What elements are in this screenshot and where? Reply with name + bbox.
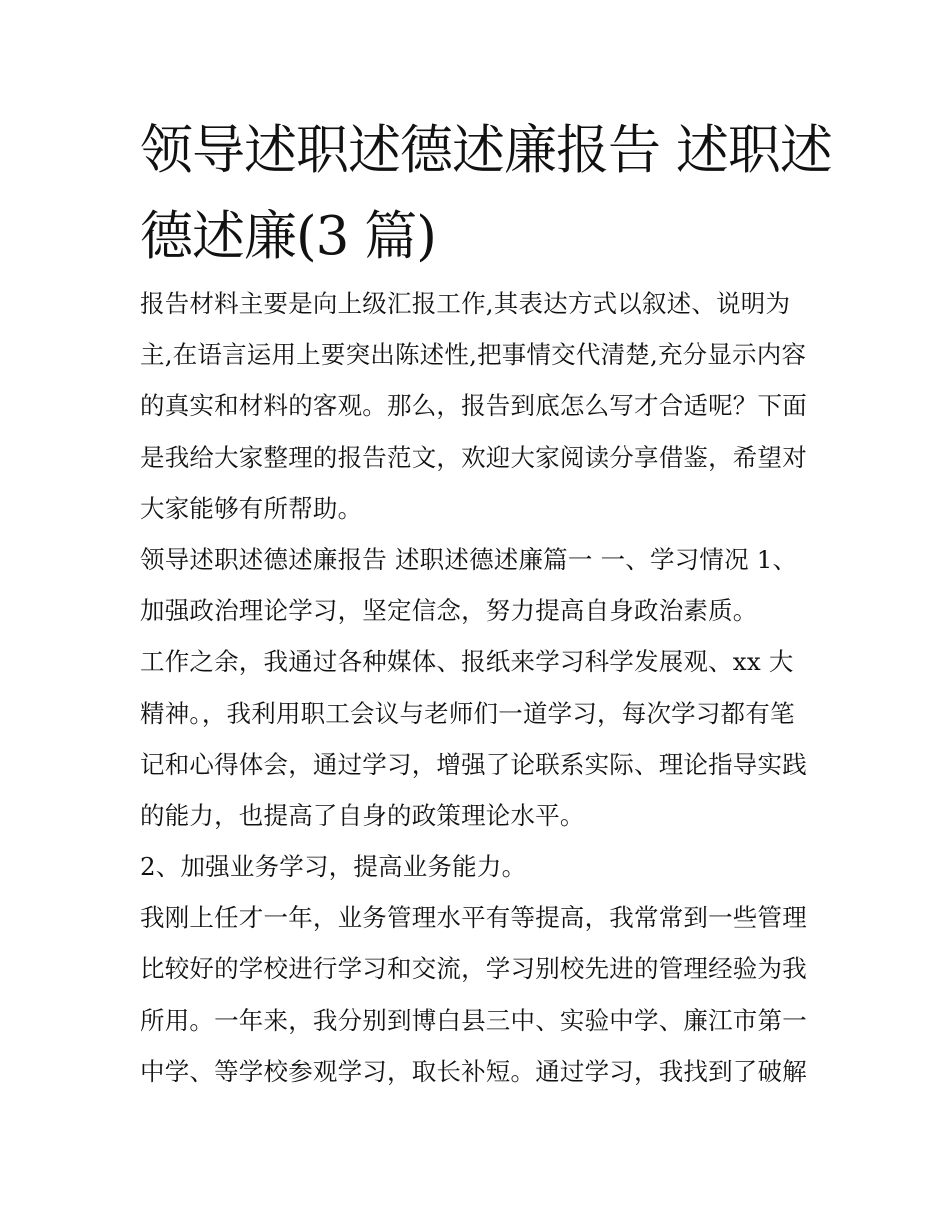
intro-line: 报告材料主要是向上级汇报工作,其表达方式以叙述、说明为 — [140, 289, 791, 318]
paragraph-line: 我刚上任才一年，业务管理水平有等提高，我常常到一些管理 — [140, 903, 807, 933]
paragraph-line: 记和心得体会，通过学习，增强了论联系实际、理论指导实践 — [140, 749, 807, 779]
paragraph-line: 比较好的学校进行学习和交流，学习别校先进的管理经验为我 — [140, 954, 807, 984]
document-body — [140, 278, 830, 1097]
intro-line: 大家能够有所帮助。 — [140, 493, 363, 523]
document-title — [140, 108, 832, 280]
paragraph-line: 中学、等学校参观学习，取长补短。通过学习，我找到了破解 — [140, 1056, 807, 1086]
section-heading-line: 领导述职述德述廉报告 述职述德述廉篇一 一、学习情况 1、 — [140, 544, 798, 574]
paragraph-line: 的能力，也提高了自身的政策理论水平。 — [140, 800, 585, 830]
intro-line: 主,在语言运用上要突出陈述性,把事情交代清楚,充分显示内容 — [140, 340, 807, 370]
title-line-2: 德述廉(3 篇) — [140, 206, 436, 267]
section-heading-line: 加强政治理论学习，坚定信念，努力提高自身政治素质。 — [140, 596, 758, 626]
intro-line: 是我给大家整理的报告范文，欢迎大家阅读分享借鉴，希望对 — [140, 442, 807, 472]
paragraph-line: 工作之余，我通过各种媒体、报纸来学习科学发展观、xx 大 — [140, 647, 794, 677]
paragraph-line: 所用。一年来，我分别到博白县三中、实验中学、廉江市第一 — [140, 1005, 807, 1035]
intro-line: 的真实和材料的客观。那么，报告到底怎么写才合适呢？下面 — [140, 391, 807, 421]
paragraph-line: 精神。，我利用职工会议与老师们一道学习，每次学习都有笔 — [140, 698, 795, 728]
subheading-line: 2、加强业务学习，提高业务能力。 — [140, 852, 527, 882]
title-line-1: 领导述职述德述廉报告 述职述 — [140, 120, 832, 181]
